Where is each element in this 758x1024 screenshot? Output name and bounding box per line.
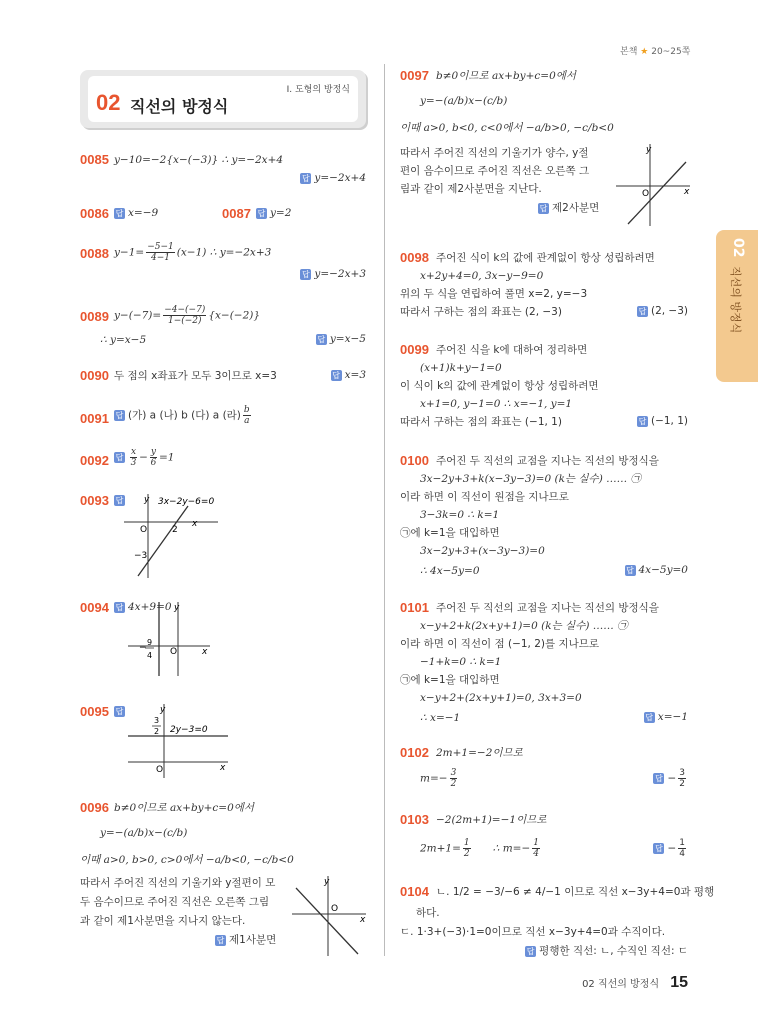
answer-mark-icon: 답 (115, 208, 124, 218)
answer (114, 207, 158, 219)
fraction-bottom: 2 (154, 727, 160, 736)
answer-mark-icon: 답 (626, 565, 634, 575)
solution-line: 따라서 주어진 직선의 기울기와 y절편이 모 (80, 877, 276, 889)
answer-value: y=−2x+3 (314, 268, 366, 280)
chapter-side-tab (716, 230, 758, 382)
answer-value: 제2사분면 (552, 202, 600, 214)
fraction-top: 3 (154, 716, 160, 725)
y-axis-label: y (144, 495, 150, 505)
solution-line: x−y+2+k(2x+y+1)=0 (k는 실수) …… ㉠ (420, 620, 628, 632)
answer-mark-icon: 답 (115, 496, 124, 505)
answer-value: x=3 (344, 369, 366, 381)
origin-label: O (331, 904, 339, 914)
graph-0097 (614, 142, 694, 228)
solution-line: b≠0이므로 ax+by+c=0에서 (436, 70, 577, 82)
answer-value: x=−1 (657, 711, 688, 723)
answer (215, 932, 276, 947)
column-divider (384, 64, 385, 956)
answer-value: y=2 (270, 207, 292, 219)
problem-number: 0100 (400, 453, 429, 468)
solution-line: ∴ 4x−5y=0 (420, 565, 480, 577)
answer (644, 711, 688, 723)
x-axis-label: x (360, 915, 366, 925)
solution-line: x+2y+4=0, 3x−y−9=0 (420, 270, 544, 282)
solution-line: ㄴ. 1/2 = −3/−6 ≠ 4/−1 이므로 직선 x−3y+4=0과 평행 (436, 886, 715, 898)
answer: 답 (가) a (나) b (다) a (라) $\frac{b}{a}$ (115, 405, 250, 426)
page-title: 직선의 방정식 (130, 97, 229, 116)
answer-mark-icon: 답 (655, 844, 663, 853)
solution-line: 주어진 식이 k의 값에 관계없이 항상 성립하려면 (436, 252, 655, 264)
answer (300, 268, 366, 280)
solution-line: 2m+1= $\frac{1}{2}$ ∴ m=− $\frac{1}{4}$ (420, 838, 539, 859)
answer (625, 564, 689, 576)
x-axis-label: x (202, 647, 208, 657)
problem-number: 0095 (80, 704, 109, 719)
solution-line: 두 음수이므로 주어진 직선은 오른쪽 그림 (80, 896, 270, 908)
answer-mark-icon: 답 (332, 370, 340, 380)
graph-0093 (118, 490, 228, 580)
solution-line: ㄷ. 1·3+(−3)·1=0이므로 직선 x−3y+4=0과 수직이다. (400, 926, 666, 938)
star-icon: ★ (640, 47, 649, 57)
fraction-top: 9 (147, 638, 153, 647)
answer-value: x=−9 (128, 207, 159, 219)
solution-line: 주어진 식을 k에 대하여 정리하면 (436, 344, 588, 356)
solution-line: ㉠에 k=1을 대입하면 (400, 527, 500, 539)
answer: 답 − $\frac{1}{4}$ (655, 838, 685, 859)
solution-line: y−1= $\frac{-5-1}{4-1}$ (x−1) ∴ y=−2x+3 (114, 242, 272, 263)
solution-line: 위의 두 식을 연립하여 풀면 x=2, y=−3 (400, 288, 588, 300)
page-header-ref (620, 44, 690, 57)
answer-mark-icon: 답 (115, 453, 124, 462)
answer-mark-icon: 답 (257, 208, 266, 218)
solution-line: 과 같이 제1사분면을 지나지 않는다. (80, 915, 246, 927)
answer-value: y=−2x+4 (314, 172, 366, 184)
problem-number: 0090 (80, 368, 109, 383)
solution-line: 주어진 두 직선의 교점을 지나는 직선의 방정식을 (436, 602, 659, 614)
graph-0095 (124, 700, 234, 780)
header-ref-label: 본책 (620, 47, 638, 57)
line-equation-label: 3x−2y−6=0 (158, 497, 215, 507)
solution-line: (x+1)k+y−1=0 (420, 362, 502, 374)
solution-line: 두 점의 x좌표가 모두 3이므로 x=3 (114, 370, 277, 382)
answer (637, 415, 688, 427)
header-pages: 20~25쪽 (651, 47, 691, 57)
answer (316, 333, 366, 345)
answer (331, 369, 366, 381)
answer-value: 제1사분면 (229, 934, 277, 946)
answer-value: (가) a (나) b (다) a (라) (128, 409, 241, 422)
x-axis-label: x (192, 519, 198, 529)
solution-line: m=− $\frac{3}{2}$ (420, 768, 457, 789)
x-axis-label: x (684, 187, 690, 197)
solution-line: 편이 음수이므로 주어진 직선은 오른쪽 그 (400, 165, 590, 177)
title-box (80, 70, 366, 128)
problem-number: 0087 (222, 206, 251, 221)
solution-line: y−(−7)= $\frac{-4-(-7)}{1-(-2)}$ {x−(−2)} (114, 305, 261, 326)
solution-line: 이때 a>0, b<0, c<0에서 −a/b>0, −c/b<0 (400, 122, 614, 134)
footer (582, 972, 688, 992)
answer (300, 172, 366, 184)
solution-line: 3x−2y+3+(x−3y−3)=0 (420, 545, 545, 557)
problem-number: 0098 (400, 250, 429, 265)
solution-line: 이 식이 k의 값에 관계없이 항상 성립하려면 (400, 380, 599, 392)
section-label: Ⅰ. 도형의 방정식 (286, 85, 350, 95)
answer-mark-icon: 답 (526, 946, 535, 956)
problem-number: 0089 (80, 309, 109, 324)
solution-line: b≠0이므로 ax+by+c=0에서 (114, 802, 255, 814)
problem-number: 0085 (80, 152, 109, 167)
answer (525, 943, 688, 958)
answer-value: (−1, 1) (650, 415, 688, 427)
y-axis-label: y (324, 877, 330, 887)
answer-mark-icon: 답 (539, 203, 548, 213)
title-number: 02 (96, 90, 121, 115)
answer-mark-icon: 답 (115, 707, 124, 716)
page-number: 15 (670, 974, 688, 991)
solution-line: 따라서 구하는 점의 좌표는 (−1, 1) (400, 416, 562, 428)
problem-number: 0101 (400, 600, 429, 615)
problem-number: 0088 (80, 246, 109, 261)
sidetab-text: 직선의 방정식 (729, 266, 742, 334)
answer-mark-icon: 답 (638, 416, 647, 426)
answer: 답 $\frac{x}{3}$ − $\frac{y}{6}$ =1 (115, 447, 175, 468)
sidetab-number: 02 (730, 238, 746, 258)
solution-line: 2m+1=−2이므로 (436, 747, 523, 759)
solution-line: 림과 같이 제2사분면을 지난다. (400, 183, 542, 195)
origin-label: O (642, 189, 650, 199)
answer-mark-icon: 답 (645, 712, 654, 722)
problem-number: 0104 (400, 884, 429, 899)
solution-line: 따라서 구하는 점의 좌표는 (2, −3) (400, 306, 562, 318)
y-axis-label: y (174, 603, 180, 613)
solution-line: x+1=0, y−1=0 ∴ x=−1, y=1 (420, 398, 573, 410)
answer-value: (2, −3) (650, 305, 688, 317)
x-intercept-label: 2 (172, 525, 178, 535)
y-axis-label: y (646, 145, 652, 155)
problem-number: 0102 (400, 745, 429, 760)
footer-chapter: 02 직선의 방정식 (582, 979, 660, 990)
answer-mark-icon: 답 (115, 602, 124, 612)
answer-value: 4x−5y=0 (638, 564, 688, 576)
solution-line: 이라 하면 이 직선이 원점을 지나므로 (400, 491, 569, 503)
origin-label: O (170, 647, 178, 657)
x-axis-label: x (220, 763, 226, 773)
answer-value: − (667, 842, 677, 855)
problem-number: 0097 (400, 68, 429, 83)
y-intercept-label: −3 (134, 551, 148, 561)
answer-mark-icon: 답 (115, 411, 124, 420)
answer-mark-icon: 답 (317, 334, 326, 344)
problem-number: 0096 (80, 800, 109, 815)
problem-number: 0086 (80, 206, 109, 221)
answer-value: y=x−5 (329, 333, 366, 345)
solution-line: 3−3k=0 ∴ k=1 (420, 509, 500, 521)
solution-line: ㉠에 k=1을 대입하면 (400, 674, 500, 686)
line-equation-label: 2y−3=0 (170, 725, 208, 735)
solution-line: y=−(a/b)x−(c/b) (100, 827, 188, 839)
answer-mark-icon: 답 (216, 935, 225, 945)
solution-line: ∴ x=−1 (420, 712, 461, 724)
answer-value: − (667, 772, 677, 785)
answer-value: 4x+9=0 (128, 601, 172, 613)
answer: 답 − $\frac{3}{2}$ (655, 768, 685, 789)
y-axis-label: y (160, 705, 166, 715)
problem-number: 0093 (80, 493, 109, 508)
answer-mark-icon: 답 (638, 306, 647, 316)
solution-line: −1+k=0 ∴ k=1 (420, 656, 502, 668)
solution-line: 이라 하면 이 직선이 점 (−1, 2)를 지나므로 (400, 638, 600, 650)
fraction-bottom: 4 (147, 651, 153, 660)
solution-line: 주어진 두 직선의 교점을 지나는 직선의 방정식을 (436, 455, 659, 467)
problem-number: 0091 (80, 411, 109, 426)
minus-sign: − (139, 643, 147, 653)
solution-line: 하다. (416, 907, 440, 919)
origin-label: O (140, 525, 148, 535)
answer-mark-icon: 답 (302, 173, 310, 183)
answer (256, 207, 291, 219)
solution-line: 3x−2y+3+k(x−3y−3)=0 (k는 실수) …… ㉠ (420, 473, 641, 485)
answer (637, 305, 688, 317)
answer-mark-icon: 답 (655, 774, 663, 783)
graph-0094 (126, 598, 216, 678)
solution-line: 따라서 주어진 직선의 기울기가 양수, y절 (400, 147, 589, 159)
graph-0096 (290, 874, 370, 958)
solution-line: ∴ y=x−5 (100, 334, 147, 346)
solution-line: y−10=−2{x−(−3)} ∴ y=−2x+4 (114, 154, 284, 166)
solution-line: 이때 a>0, b>0, c>0에서 −a/b<0, −c/b<0 (80, 854, 294, 866)
solution-line: x−y+2+(2x+y+1)=0, 3x+3=0 (420, 692, 582, 704)
problem-number: 0094 (80, 600, 109, 615)
problem-number: 0103 (400, 812, 429, 827)
problem-number: 0099 (400, 342, 429, 357)
solution-line: −2(2m+1)=−1이므로 (436, 814, 547, 826)
origin-label: O (156, 765, 164, 775)
answer-value: 평행한 직선: ㄴ, 수직인 직선: ㄷ (539, 945, 688, 957)
answer-mark-icon: 답 (302, 269, 310, 279)
answer (538, 200, 599, 215)
problem-number: 0092 (80, 453, 109, 468)
solution-line: y=−(a/b)x−(c/b) (420, 95, 508, 107)
